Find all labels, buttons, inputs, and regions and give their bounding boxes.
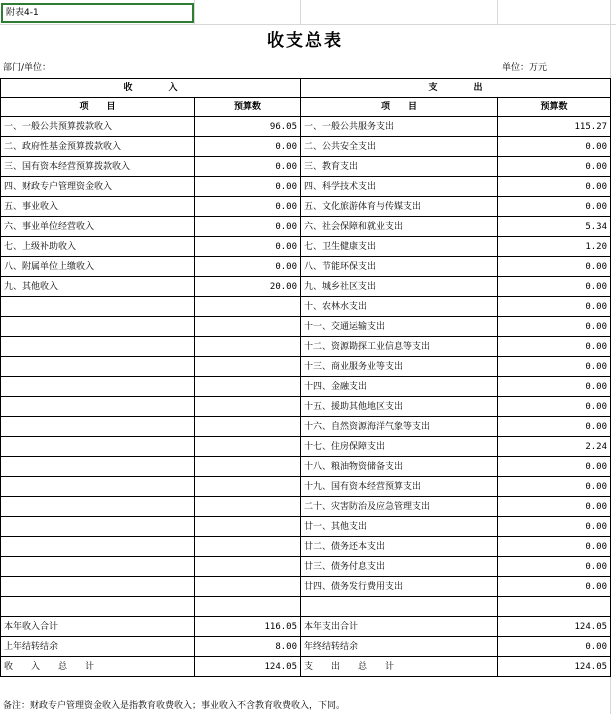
table-row [1, 577, 611, 597]
income-item-cell[interactable] [1, 337, 195, 357]
expense-value-cell[interactable]: 0.00 [498, 537, 611, 557]
gridline [194, 0, 195, 24]
expense-value-cell[interactable]: 5.34 [498, 217, 611, 237]
income-value-cell[interactable] [195, 317, 301, 337]
income-item-cell[interactable] [1, 497, 195, 517]
income-value-cell[interactable]: 0.00 [195, 137, 301, 157]
income-total-label[interactable]: 本年收入合计 [1, 617, 195, 637]
table-row [1, 557, 611, 577]
income-item-cell[interactable]: 二、政府性基金预算拨款收入 [1, 137, 195, 157]
table-row [1, 197, 611, 217]
income-item-cell[interactable] [1, 577, 195, 597]
table-row [1, 257, 611, 277]
income-item-cell[interactable] [1, 517, 195, 537]
table-row [1, 497, 611, 517]
income-value-cell[interactable] [195, 417, 301, 437]
expense-item-cell[interactable]: 十八、粮油物资储备支出 [301, 457, 498, 477]
expense-item-cell[interactable]: 廿二、债务还本支出 [301, 537, 498, 557]
expense-item-cell[interactable]: 四、科学技术支出 [301, 177, 498, 197]
expense-total-label[interactable]: 本年支出合计 [301, 617, 498, 637]
expense-item-cell[interactable]: 二、公共安全支出 [301, 137, 498, 157]
income-value-cell[interactable]: 20.00 [195, 277, 301, 297]
income-item-cell[interactable]: 四、财政专户管理资金收入 [1, 177, 195, 197]
expense-value-cell[interactable]: 0.00 [498, 397, 611, 417]
page-title: 收支总表 [267, 31, 343, 51]
expense-value-cell[interactable]: 0.00 [498, 357, 611, 377]
income-item-cell[interactable]: 三、国有资本经营预算拨款收入 [1, 157, 195, 177]
table-row [1, 537, 611, 557]
table-row [1, 517, 611, 537]
income-value-cell[interactable]: 0.00 [195, 257, 301, 277]
income-item-cell[interactable] [1, 437, 195, 457]
income-item-cell[interactable] [1, 417, 195, 437]
income-value-cell[interactable]: 0.00 [195, 177, 301, 197]
expense-item-cell[interactable]: 五、文化旅游体育与传媒支出 [301, 197, 498, 217]
expense-budget-header: 预算数 [498, 98, 611, 117]
expense-item-cell[interactable]: 廿三、债务付息支出 [301, 557, 498, 577]
expense-value-cell[interactable]: 0.00 [498, 257, 611, 277]
table-row [1, 337, 611, 357]
income-value-cell[interactable] [195, 517, 301, 537]
empty-cell[interactable] [1, 597, 195, 617]
expense-item-cell[interactable]: 十六、自然资源海洋气象等支出 [301, 417, 498, 437]
expense-item-cell[interactable]: 廿四、债务发行费用支出 [301, 577, 498, 597]
section-header-row [1, 79, 611, 98]
income-value-cell[interactable] [195, 557, 301, 577]
income-value-cell[interactable] [195, 497, 301, 517]
income-item-cell[interactable]: 一、一般公共预算拨款收入 [1, 117, 195, 137]
expense-value-cell[interactable]: 0.00 [498, 377, 611, 397]
total-row [1, 617, 611, 637]
expense-item-cell[interactable]: 廿一、其他支出 [301, 517, 498, 537]
table-row [1, 157, 611, 177]
expense-value-cell[interactable]: 0.00 [498, 417, 611, 437]
table-row [1, 437, 611, 457]
empty-cell[interactable] [195, 597, 301, 617]
total-row [1, 637, 611, 657]
income-value-cell[interactable]: 0.00 [195, 237, 301, 257]
income-value-cell[interactable]: 96.05 [195, 117, 301, 137]
expense-item-cell[interactable]: 一、一般公共服务支出 [301, 117, 498, 137]
income-value-cell[interactable] [195, 477, 301, 497]
column-header-row [1, 98, 611, 117]
table-row [1, 357, 611, 377]
expense-total-label[interactable]: 支 出 总 计 [301, 657, 498, 677]
income-value-cell[interactable] [195, 337, 301, 357]
income-item-cell[interactable] [1, 297, 195, 317]
income-value-cell[interactable]: 0.00 [195, 157, 301, 177]
income-item-cell[interactable]: 七、上级补助收入 [1, 237, 195, 257]
income-item-cell[interactable] [1, 537, 195, 557]
table-row [1, 377, 611, 397]
empty-cell[interactable] [498, 597, 611, 617]
table-row [1, 397, 611, 417]
income-budget-header: 预算数 [195, 98, 301, 117]
expense-item-cell[interactable]: 十二、资源勘探工业信息等支出 [301, 337, 498, 357]
expense-value-cell[interactable]: 0.00 [498, 457, 611, 477]
table-row [1, 277, 611, 297]
expense-item-cell[interactable]: 六、社会保障和就业支出 [301, 217, 498, 237]
table-row [1, 417, 611, 437]
income-item-cell[interactable]: 八、附属单位上缴收入 [1, 257, 195, 277]
income-item-cell[interactable]: 九、其他收入 [1, 277, 195, 297]
expense-value-cell[interactable]: 0.00 [498, 317, 611, 337]
income-item-cell[interactable] [1, 477, 195, 497]
gridline [300, 0, 301, 24]
income-item-cell[interactable] [1, 377, 195, 397]
expense-value-cell[interactable]: 0.00 [498, 197, 611, 217]
income-value-cell[interactable] [195, 457, 301, 477]
table-row [1, 117, 611, 137]
expense-value-cell[interactable]: 115.27 [498, 117, 611, 137]
income-item-header: 项 目 [1, 98, 195, 117]
expense-value-cell[interactable]: 0.00 [498, 497, 611, 517]
expense-item-cell[interactable]: 八、节能环保支出 [301, 257, 498, 277]
expense-total-value[interactable]: 124.05 [498, 617, 611, 637]
expense-item-cell[interactable]: 十三、商业服务业等支出 [301, 357, 498, 377]
unit-label: 单位：万元 [502, 63, 548, 73]
income-item-cell[interactable] [1, 457, 195, 477]
expense-item-cell[interactable]: 十一、交通运输支出 [301, 317, 498, 337]
gridline [497, 0, 498, 24]
expense-header: 支 出 [301, 79, 611, 98]
selected-cell-a1[interactable]: 附表4-1 [1, 3, 194, 23]
expense-value-cell[interactable]: 0.00 [498, 477, 611, 497]
expense-value-cell[interactable]: 0.00 [498, 517, 611, 537]
income-value-cell[interactable] [195, 577, 301, 597]
table-row [1, 317, 611, 337]
expense-item-cell[interactable]: 三、教育支出 [301, 157, 498, 177]
income-total-label[interactable]: 收 入 总 计 [1, 657, 195, 677]
expense-item-cell[interactable]: 十七、住房保障支出 [301, 437, 498, 457]
gridline [0, 24, 616, 25]
income-value-cell[interactable] [195, 537, 301, 557]
income-item-cell[interactable]: 六、事业单位经营收入 [1, 217, 195, 237]
table-row [1, 457, 611, 477]
income-value-cell[interactable]: 0.00 [195, 197, 301, 217]
expense-total-label[interactable]: 年终结转结余 [301, 637, 498, 657]
budget-table [0, 78, 611, 677]
income-value-cell[interactable] [195, 377, 301, 397]
income-total-value[interactable]: 124.05 [195, 657, 301, 677]
expense-total-value[interactable]: 0.00 [498, 637, 611, 657]
expense-value-cell[interactable]: 0.00 [498, 137, 611, 157]
blank-row [1, 597, 611, 617]
total-row [1, 657, 611, 677]
expense-item-cell[interactable]: 十五、援助其他地区支出 [301, 397, 498, 417]
expense-item-cell[interactable]: 十四、金融支出 [301, 377, 498, 397]
income-total-label[interactable]: 上年结转结余 [1, 637, 195, 657]
income-item-cell[interactable] [1, 317, 195, 337]
expense-item-cell[interactable]: 七、卫生健康支出 [301, 237, 498, 257]
expense-item-cell[interactable]: 十、农林水支出 [301, 297, 498, 317]
expense-value-cell[interactable]: 0.00 [498, 277, 611, 297]
table-row [1, 137, 611, 157]
income-header: 收 入 [1, 79, 301, 98]
footnote: 备注：财政专户管理资金收入是指教育收费收入；事业收入不含教育收费收入，下同。 [3, 701, 346, 711]
income-value-cell[interactable] [195, 397, 301, 417]
table-row [1, 237, 611, 257]
expense-value-cell[interactable]: 0.00 [498, 557, 611, 577]
expense-item-cell[interactable]: 二十、灾害防治及应急管理支出 [301, 497, 498, 517]
income-item-cell[interactable] [1, 557, 195, 577]
expense-item-header: 项 目 [301, 98, 498, 117]
table-row [1, 297, 611, 317]
empty-cell[interactable] [301, 597, 498, 617]
expense-value-cell[interactable]: 1.20 [498, 237, 611, 257]
table-row [1, 217, 611, 237]
income-value-cell[interactable]: 0.00 [195, 217, 301, 237]
income-item-cell[interactable] [1, 357, 195, 377]
expense-item-cell[interactable]: 十九、国有资本经营预算支出 [301, 477, 498, 497]
income-total-value[interactable]: 116.05 [195, 617, 301, 637]
income-item-cell[interactable] [1, 397, 195, 417]
dept-label: 部门/单位： [3, 63, 52, 73]
expense-value-cell[interactable]: 0.00 [498, 297, 611, 317]
income-value-cell[interactable] [195, 437, 301, 457]
expense-item-cell[interactable]: 九、城乡社区支出 [301, 277, 498, 297]
expense-value-cell[interactable]: 0.00 [498, 177, 611, 197]
expense-value-cell[interactable]: 0.00 [498, 337, 611, 357]
table-row [1, 477, 611, 497]
expense-total-value[interactable]: 124.05 [498, 657, 611, 677]
table-row [1, 177, 611, 197]
income-value-cell[interactable] [195, 297, 301, 317]
income-item-cell[interactable]: 五、事业收入 [1, 197, 195, 217]
expense-value-cell[interactable]: 0.00 [498, 577, 611, 597]
income-total-value[interactable]: 8.00 [195, 637, 301, 657]
expense-value-cell[interactable]: 0.00 [498, 157, 611, 177]
expense-value-cell[interactable]: 2.24 [498, 437, 611, 457]
income-value-cell[interactable] [195, 357, 301, 377]
